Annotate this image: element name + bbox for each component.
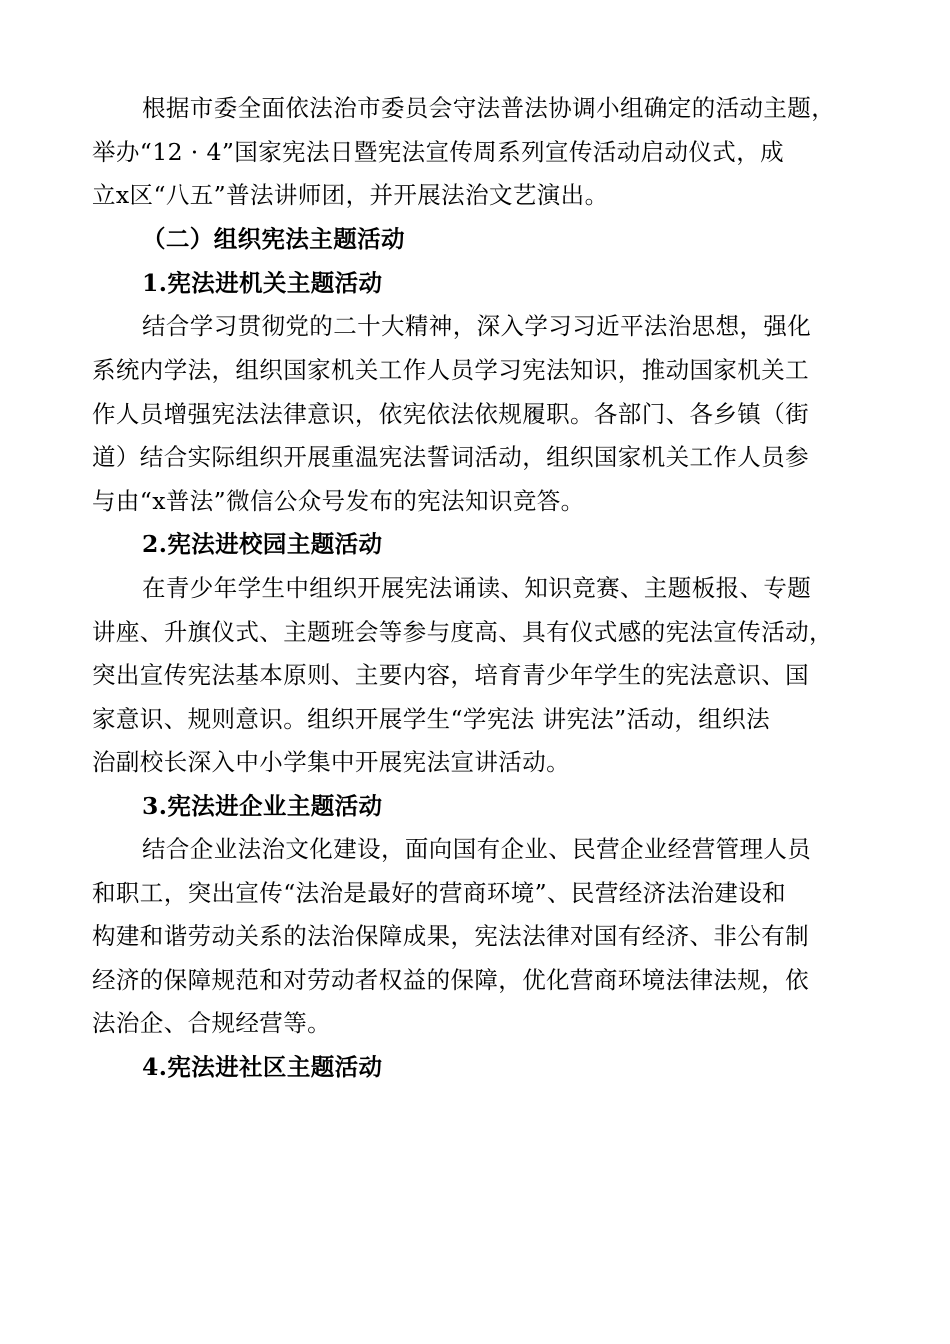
intro-line-2: 举办“12 · 4”国家宪法日暨宪法宣传周系列宣传活动启动仪式，成 <box>92 138 784 166</box>
subsection-3-line-3: 构建和谐劳动关系的法治保障成果，宪法法律对国有经济、非公有制 <box>92 922 809 950</box>
subsection-1-line-4: 道）结合实际组织开展重温宪法誓词活动，组织国家机关工作人员参 <box>92 443 809 471</box>
subsection-3-heading: 3.宪法进企业主题活动 <box>142 792 383 820</box>
subsection-3-line-1: 结合企业法治文化建设，面向国有企业、民营企业经营管理人员 <box>142 835 812 863</box>
subsection-1-line-2: 系统内学法，组织国家机关工作人员学习宪法知识，推动国家机关工 <box>92 356 809 384</box>
subsection-2-heading: 2.宪法进校园主题活动 <box>142 530 383 558</box>
subsection-4-heading: 4.宪法进社区主题活动 <box>142 1053 383 1081</box>
subsection-2-line-4: 家意识、规则意识。组织开展学生“学宪法 讲宪法”活动，组织法 <box>92 705 770 733</box>
subsection-2-line-3: 突出宣传宪法基本原则、主要内容，培育青少年学生的宪法意识、国 <box>92 661 809 689</box>
subsection-1-heading: 1.宪法进机关主题活动 <box>142 269 383 297</box>
subsection-1-line-1: 结合学习贯彻党的二十大精神，深入学习习近平法治思想，强化 <box>142 312 812 340</box>
section-heading: （二）组织宪法主题活动 <box>142 225 405 253</box>
subsection-2-line-5: 治副校长深入中小学集中开展宪法宣讲活动。 <box>92 748 570 776</box>
subsection-1-line-5: 与由“x普法”微信公众号发布的宪法知识竞答。 <box>92 487 585 515</box>
subsection-3-line-4: 经济的保障规范和对劳动者权益的保障，优化营商环境法律法规，依 <box>92 966 809 994</box>
subsection-3-line-2: 和职工，突出宣传“法治是最好的营商环境”、民营经济法治建设和 <box>92 879 787 907</box>
subsection-3-line-5: 法治企、合规经营等。 <box>92 1009 331 1037</box>
subsection-1-line-3: 作人员增强宪法法律意识，依宪依法依规履职。各部门、各乡镇（街 <box>92 400 809 428</box>
subsection-2-line-2: 讲座、升旗仪式、主题班会等参与度高、具有仪式感的宪法宣传活动， <box>92 618 833 646</box>
intro-line-3: 立x区“八五”普法讲师团，并开展法治文艺演出。 <box>92 181 609 209</box>
subsection-2-line-1: 在青少年学生中组织开展宪法诵读、知识竞赛、主题板报、专题 <box>142 574 812 602</box>
intro-line-1: 根据市委全面依法治市委员会守法普法协调小组确定的活动主题， <box>142 94 836 122</box>
